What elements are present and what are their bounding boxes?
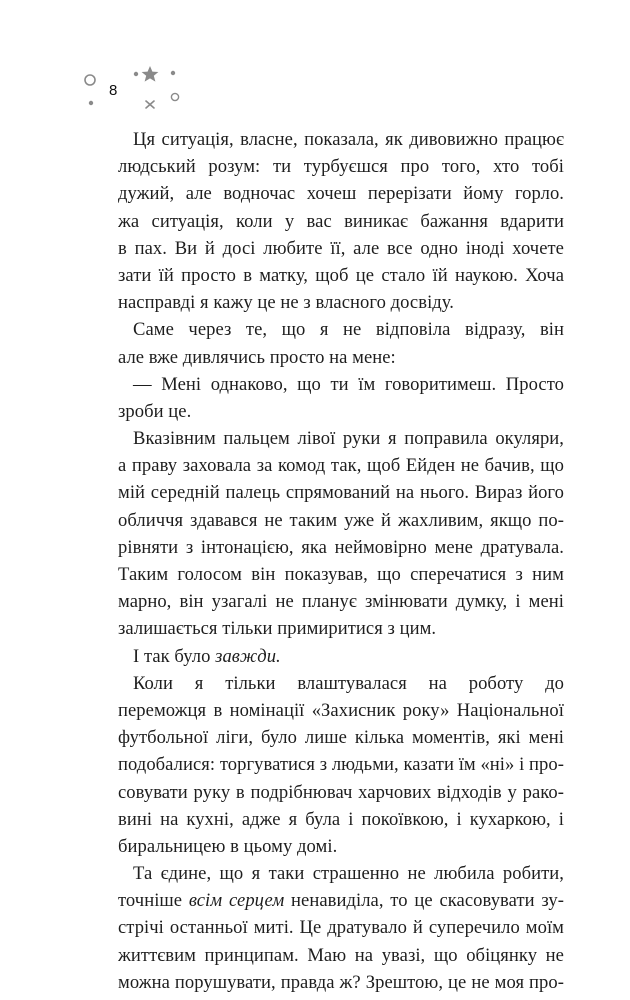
text-line: — Мені однаково, що ти їм говоритимеш. Просто bbox=[133, 373, 564, 395]
text-line: а праву заховала за комод так, щоб Ейден не бачив, що bbox=[118, 455, 564, 477]
text-line: мій середній палець спрямований на нього. Вираз його bbox=[118, 482, 564, 504]
text-line: Вказівним пальцем лівої руки я поправила окуляри, bbox=[133, 428, 564, 450]
page-body bbox=[118, 126, 564, 996]
text-line: биральницею в цьому домі. bbox=[118, 835, 338, 857]
page-header bbox=[78, 58, 198, 118]
text-line bbox=[118, 887, 564, 914]
text-line: жа ситуація, коли у вас виникає бажання вдарити bbox=[118, 210, 564, 232]
text-line: можна порушувати, правда ж? Зрештою, це не моя про- bbox=[118, 971, 564, 993]
dot-icon bbox=[134, 72, 138, 76]
text-line: дужий, але водночас хочеш перерізати йому горло. bbox=[118, 183, 564, 205]
text-line: людський розум: ти турбуєшся про того, хто тобі bbox=[118, 156, 564, 178]
emphasis-text: всім серцем bbox=[188, 890, 285, 912]
text-line: совувати руку в подрібнювач харчових відходів у рако- bbox=[118, 781, 564, 803]
header-decoration bbox=[80, 60, 190, 110]
text-line: зати їй просто в матку, щоб це стало їй наукою. Хоча bbox=[118, 264, 564, 286]
text-line: Коли я тільки влаштувалася на роботу до bbox=[133, 672, 564, 694]
page-number: 8 bbox=[109, 82, 118, 99]
text-line: Таким голосом він показував, що сперечатися з ним bbox=[118, 564, 564, 585]
text-line: Ця ситуація, власне, показала, як дивовижно працює bbox=[133, 129, 564, 150]
text-line: насправді я кажу це не з власного досвіду. bbox=[118, 292, 454, 314]
text-line: Саме через те, що я не відповіла відразу, він bbox=[133, 319, 564, 341]
text-line bbox=[118, 643, 564, 670]
cross-icon bbox=[146, 101, 154, 108]
dot-icon bbox=[171, 71, 175, 75]
text-line: марно, він узагалі не планує змінювати думку, і мені bbox=[118, 591, 564, 613]
text-line: життєвим принципам. Маю на увазі, що обіцянку не bbox=[118, 944, 564, 966]
text-line: вині на кухні, адже я була і покоївкою, і кухаркою, і bbox=[118, 808, 564, 830]
text-line: стрічі останньої миті. Це дратувало й суперечило моїм bbox=[118, 917, 564, 939]
dot-icon bbox=[89, 101, 93, 105]
emphasis-text: завжди. bbox=[215, 645, 281, 667]
text-line: зроби це. bbox=[118, 400, 192, 422]
text-line: Та єдине, що я таки страшенно не любила робити, bbox=[133, 863, 564, 885]
text-line: рівняти з інтонацією, яка неймовірно мене дратувала. bbox=[118, 536, 564, 558]
text-span: точніше bbox=[118, 890, 189, 912]
text-line: але вже дивлячись просто на мене: bbox=[118, 346, 396, 368]
ring-icon bbox=[171, 93, 178, 100]
text-line: футбольної ліги, було лише кілька моментів, які мені bbox=[118, 727, 564, 749]
text-line: залишається тільки примиритися з цим. bbox=[118, 618, 437, 640]
text-line: переможця в номінації «Захисник року» Національної bbox=[118, 699, 564, 721]
ring-icon bbox=[85, 75, 95, 85]
text-span: І так було bbox=[133, 645, 216, 667]
text-line: обличчя здавався не таким уже й жахливим, якщо по- bbox=[118, 509, 564, 531]
text-span: ненавиділа, то це скасовувати зу- bbox=[284, 890, 564, 912]
text-line: в пах. Ви й досі любите її, але все одно іноді хочете bbox=[118, 237, 564, 259]
text-line: подобалися: торгуватися з людьми, казати їм «ні» і про- bbox=[118, 754, 564, 776]
star-icon bbox=[142, 66, 159, 82]
